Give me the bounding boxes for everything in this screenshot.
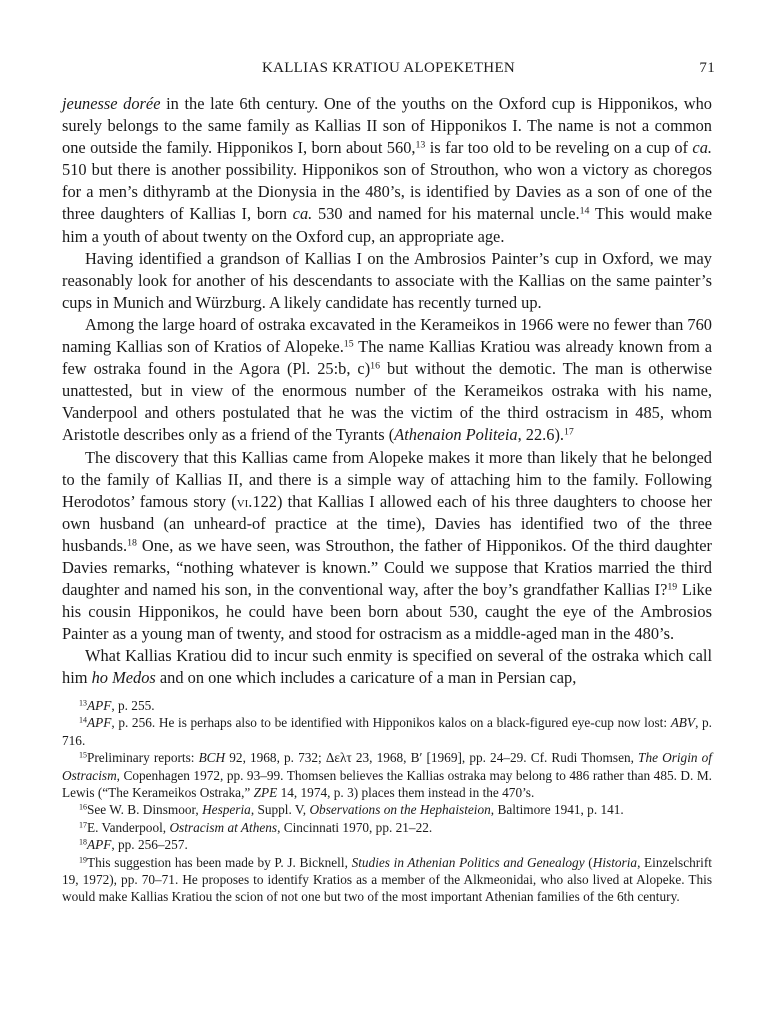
footnote-13: $^{13}$APF, p. 255.: [79, 698, 155, 713]
paragraph-4: The discovery that this Kallias came from Alopeke makes it more than likely that he belonged to the family of Kallias II, and there is a simple way of attaching him to the family. Following Herodotos’ famous story (vi.122) that Kallias I allowed each of his three daughters to choose her own husband (an unheard-of practice at the time), Davies has identified two of the three husbands.$^{18}$ One, as we have seen, was Strouthon, the father of Hipponikos. Of the third daughter Davies remarks, “nothing whatever is known.” Could we suppose that Kratios married the third daughter and named his son, in the conventional way, after the boy’s grandfather Kallias I?$^{19}$ Like his cousin Hipponikos, he could have been born about 530, caught the eye of the Ambrosios Painter as a young man of twenty, and stood for ostracism as a middle-aged man in the 480’s.: [62, 447, 713, 644]
footnote-ref-16[interactable]: 16: [370, 360, 380, 372]
footnote-15: $^{15}$Preliminary reports: BCH 92, 1968, p. 732; Δελτ 23, 1968, Β′ [1969], pp. 24–29. Cf. Rudi Thomsen, The Origin of Ostracism, Copenhagen 1972, pp. 93–99. Thomsen believes the Kallias ostraka may belong to 486 rather than 485. D. M. Lewis (“The Kerameikos Ostraka,” ZPE 14, 1974, p. 3) places them instead in the 470’s.: [62, 750, 712, 801]
article-body: [62, 93, 712, 690]
paragraph-5: What Kallias Kratiou did to incur such enmity is specified on several of the ostraka which call him ho Medos and on one which includes a caricature of a man in Persian cap,: [62, 646, 712, 688]
footnote-17: $^{17}$E. Vanderpool, Ostracism at Athens, Cincinnati 1970, pp. 21–22.: [79, 819, 433, 835]
italic-phrase: jeunesse dorée: [62, 94, 161, 113]
footnote-18: $^{18}$APF, pp. 256–257.: [79, 837, 188, 853]
running-head: [0, 60, 777, 82]
footnote-ref-14[interactable]: 14: [579, 206, 590, 218]
footnote-ref-18[interactable]: 18: [127, 537, 137, 549]
footnote-ref-19[interactable]: 19: [667, 581, 678, 593]
paragraph-2: Having identified a grandson of Kallias I on the Ambrosios Painter’s cup in Oxford, we may reasonably look for another of his descendants to associate with the Kallias on the same painter’s cups in Munich and Würzburg. A likely candidate has recently turned up.: [62, 248, 712, 312]
footnote-ref-15[interactable]: 15: [343, 338, 354, 350]
paragraph-1: jeunesse dorée in the late 6th century. One of the youths on the Oxford cup is Hipponikos, who surely belongs to the same family as Kallias II son of Hipponikos I. The name is not a common one outside the family. Hipponikos I, born about 560,13 is far too old to be reveling on a cup of ca. 510 but there is another possibility. Hipponikos son of Strouthon, who won a victory as choregos for a men’s dithyramb at the Dionysia in the 480’s, is identified by Davies as a son of one of the three daughters of Kallias I, born ca. 530 and named for his maternal uncle.$^{14}$ This would make him a youth of about twenty on the Oxford cup, an appropriate age.: [62, 94, 713, 246]
paragraph-3: Among the large hoard of ostraka excavated in the Kerameikos in 1966 were no fewer than 760 naming Kallias son of Kratios of Alopeke.$^{15}$ The name Kallias Kratiou was already known from a few ostraka found in the Agora (Pl. 25:b, c)$^{16}$ but without the demotic. The man is otherwise unattested, but in view of the enormous number of the Kerameikos ostraka with his name, Vanderpool and others postulated that he was the victim of the third ostracism in 485, whom Aristotle describes only as a friend of the Tyrants (Athenaion Politeia, 22.6).$^{17}$: [62, 314, 712, 445]
page-number: 71: [699, 60, 715, 76]
footnote-ref-17[interactable]: 17: [564, 427, 574, 438]
footnotes: [62, 697, 712, 906]
running-title: KALLIAS KRATIOU ALOPEKETHEN: [261, 60, 516, 76]
footnote-16: $^{16}$See W. B. Dinsmoor, Hesperia, Suppl. V, Observations on the Hephaisteion, Baltimore 1941, p. 141.: [79, 802, 624, 818]
footnote-19: $^{19}$This suggestion has been made by P. J. Bicknell, Studies in Athenian Politics and Genealogy (Historia, Einzelschrift 19, 1972), pp. 70–71. He proposes to identify Kratios as a member of the Alkmeonidai, who also lived at Alopeke. This would make Kallias Kratiou the scion of not one but two of the most important Athenian families of the 6th century.: [62, 854, 712, 905]
footnote-ref-13[interactable]: 13: [415, 139, 426, 151]
footnote-14: $^{14}$APF, p. 256. He is perhaps also to be identified with Hipponikos kalos on a black-figured eye-cup now lost: ABV, p. 716.: [62, 715, 713, 748]
